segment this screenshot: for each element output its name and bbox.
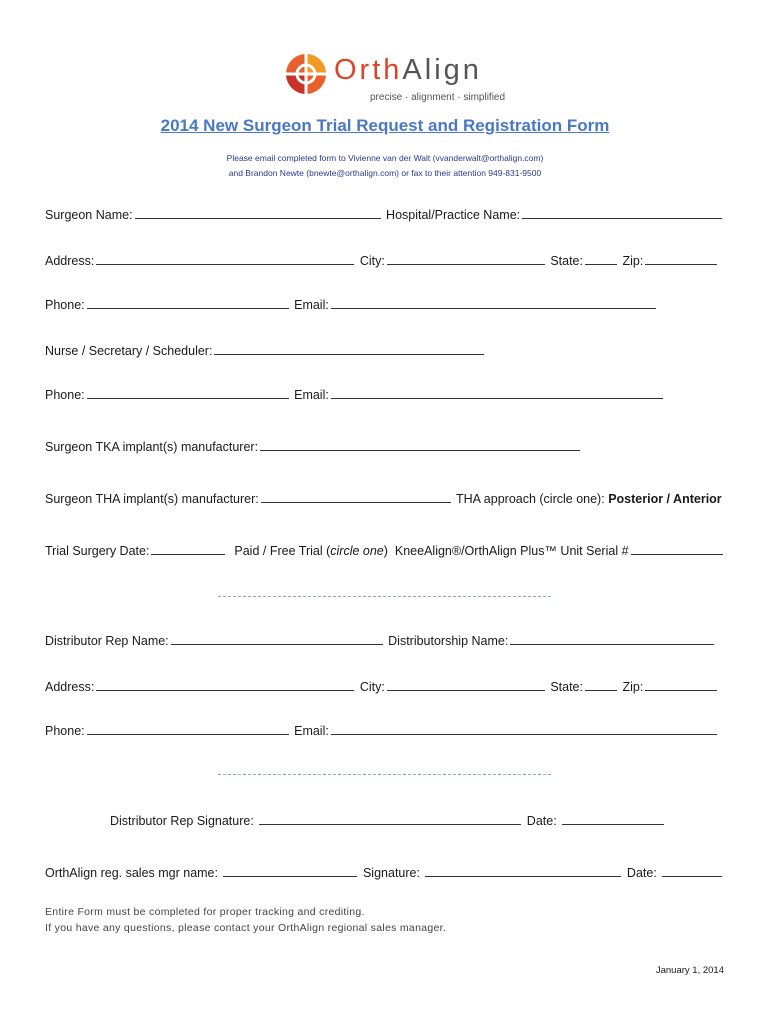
- logo-wordmark: OrthAlign: [334, 54, 482, 86]
- trial-date-field[interactable]: [151, 542, 225, 555]
- state-field[interactable]: [585, 252, 617, 265]
- distributorship-label: Distributorship Name:: [388, 634, 509, 648]
- zip-field[interactable]: [645, 252, 717, 265]
- section-divider-1: [218, 596, 551, 597]
- orthalign-logo: [284, 50, 504, 108]
- instructions-line-1: Please email completed form to Vivienne van der Walt (vvanderwalt@orthalign.com): [226, 153, 544, 163]
- state-label: State:: [550, 254, 583, 268]
- phone-label: Phone:: [45, 298, 85, 312]
- rep-name-field[interactable]: [171, 632, 383, 645]
- city-field[interactable]: [387, 252, 545, 265]
- circle-one-hint: circle one: [330, 544, 384, 558]
- rep-signature-field[interactable]: [259, 812, 521, 825]
- hospital-label: Hospital/Practice Name:: [386, 208, 521, 222]
- dist-email-field[interactable]: [331, 722, 717, 735]
- distributor-address-row: [45, 678, 719, 694]
- surgeon-phone-row: [45, 296, 658, 312]
- paid-free-label[interactable]: Paid / Free Trial (: [234, 544, 331, 558]
- rep-name-label: Distributor Rep Name:: [45, 634, 169, 648]
- distributor-phone-row: [45, 722, 719, 738]
- staff-email-label: Email:: [294, 388, 329, 402]
- distributorship-field[interactable]: [510, 632, 714, 645]
- section-divider-2: [218, 774, 551, 775]
- surgeon-name-row: [45, 206, 724, 222]
- dist-address-label: Address:: [45, 680, 95, 694]
- phone-field[interactable]: [87, 296, 289, 309]
- staff-phone-row: [45, 386, 665, 402]
- staff-email-field[interactable]: [331, 386, 663, 399]
- approach-anterior-option[interactable]: Anterior: [673, 492, 722, 506]
- dist-state-label: State:: [550, 680, 583, 694]
- orthalign-crosshair-icon: [284, 50, 332, 98]
- surgeon-address-row: [45, 252, 719, 268]
- surgeon-name-label: Surgeon Name:: [45, 208, 133, 222]
- dist-phone-field[interactable]: [87, 722, 289, 735]
- tha-field[interactable]: [261, 490, 451, 503]
- trial-row: [45, 542, 725, 558]
- mgr-name-label: OrthAlign reg. sales mgr name:: [45, 866, 218, 880]
- mgr-date-field[interactable]: [662, 864, 722, 877]
- tha-row: [45, 490, 722, 506]
- staff-phone-field[interactable]: [87, 386, 289, 399]
- city-label: City:: [359, 254, 385, 268]
- instructions-line-2: and Brandon Newte (bnewte@orthalign.com) or fax to their attention 949-831-9500: [228, 168, 542, 178]
- rep-date-field[interactable]: [562, 812, 664, 825]
- zip-label: Zip:: [622, 254, 644, 268]
- footer-note-line-2: If you have any questions, please contact your OrthAlign regional sales manager.: [45, 922, 447, 934]
- footer-note-line-1: Entire Form must be completed for proper tracking and crediting.: [45, 906, 365, 918]
- email-label: Email:: [294, 298, 329, 312]
- hospital-field[interactable]: [522, 206, 722, 219]
- rep-signature-row: [110, 812, 666, 828]
- rep-signature-label: Distributor Rep Signature:: [110, 814, 254, 828]
- dist-state-field[interactable]: [585, 678, 617, 691]
- distributor-name-row: [45, 632, 716, 648]
- tka-label: Surgeon TKA implant(s) manufacturer:: [45, 440, 259, 454]
- rep-date-label: Date:: [526, 814, 557, 828]
- logo-tagline: precise · alignment · simplified: [370, 92, 506, 103]
- approach-posterior-option[interactable]: Posterior: [608, 492, 664, 506]
- dist-city-label: City:: [359, 680, 385, 694]
- dist-email-label: Email:: [294, 724, 329, 738]
- approach-separator: /: [663, 492, 674, 506]
- mgr-signature-label: Signature:: [362, 866, 420, 880]
- staff-phone-label: Phone:: [45, 388, 85, 402]
- mgr-name-field[interactable]: [223, 864, 357, 877]
- staff-row: [45, 342, 486, 358]
- surgeon-name-field[interactable]: [135, 206, 381, 219]
- form-date: January 1, 2014: [655, 965, 724, 976]
- dist-city-field[interactable]: [387, 678, 545, 691]
- staff-contact-label: Nurse / Secretary / Scheduler:: [45, 344, 213, 358]
- logo-wordmark-suffix: Align: [402, 54, 482, 86]
- mgr-signature-field[interactable]: [425, 864, 621, 877]
- address-label: Address:: [45, 254, 95, 268]
- serial-label: KneeAlign®/OrthAlign Plus™ Unit Serial #: [394, 544, 629, 558]
- mgr-row: [45, 864, 724, 880]
- dist-address-field[interactable]: [96, 678, 354, 691]
- dist-zip-field[interactable]: [645, 678, 717, 691]
- tha-label: Surgeon THA implant(s) manufacturer:: [45, 492, 259, 506]
- trial-date-label: Trial Surgery Date:: [45, 544, 150, 558]
- email-field[interactable]: [331, 296, 656, 309]
- dist-zip-label: Zip:: [622, 680, 644, 694]
- form-title: 2014 New Surgeon Trial Request and Registration Form: [160, 116, 610, 135]
- tka-row: [45, 438, 582, 454]
- approach-label: THA approach (circle one):: [456, 492, 605, 506]
- dist-phone-label: Phone:: [45, 724, 85, 738]
- staff-contact-field[interactable]: [214, 342, 484, 355]
- tka-field[interactable]: [260, 438, 580, 451]
- paid-free-close: ): [383, 544, 388, 558]
- mgr-date-label: Date:: [626, 866, 657, 880]
- serial-field[interactable]: [631, 542, 723, 555]
- address-field[interactable]: [96, 252, 354, 265]
